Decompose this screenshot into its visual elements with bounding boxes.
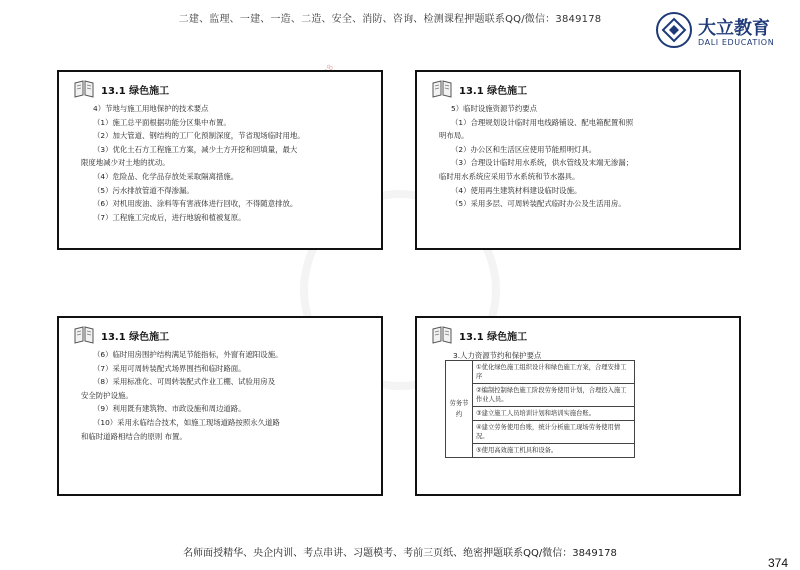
body-line: 4）节地与施工用地保护的技术要点 [93, 104, 209, 113]
table-row [446, 407, 635, 421]
body-line: 明布局。 [439, 131, 469, 141]
table-row [446, 421, 635, 444]
body-line: （7）采用可周转装配式场界围挡和临时路面。 [93, 363, 246, 373]
table-cell: ②编制控制绿色施工阶段劳务使用计划，合理投入施工作业人员。 [473, 384, 635, 407]
body-line: （3）合理设计临时用水系统，供水管线及末端无渗漏； [451, 158, 634, 168]
slide-1 [57, 70, 383, 250]
body-line: （6）临时用房围护结构满足节能指标，外窗有遮阳设施。 [93, 350, 283, 359]
category-cell: 劳务节约 [446, 361, 473, 458]
slide-title: 13.1 绿色施工 [101, 86, 170, 97]
header-banner: 二建、监理、一建、一造、二造、安全、消防、咨询、检测课程押题联系QQ/微信：3849178 [178, 14, 602, 25]
slide-body [439, 102, 729, 211]
body-line: 临时用水系统应采用节水系统和节水器具。 [439, 171, 580, 181]
body-line: 5）临时设施资源节约要点 [451, 104, 538, 113]
body-line: （5）污水排放管道不得渗漏。 [93, 185, 194, 195]
body-line: （8）采用标准化、可周转装配式作业工棚、试验用房及 [93, 377, 276, 387]
book-icon [431, 80, 453, 98]
body-line: 和临时道路相结合的原则 布置。 [81, 431, 187, 441]
slide-4 [415, 316, 741, 496]
table-row [446, 384, 635, 407]
body-line: 限度地减少对土地的扰动。 [81, 158, 170, 168]
body-line: 安全防护设施。 [81, 390, 133, 400]
slide-2 [415, 70, 741, 250]
slide-body [81, 348, 371, 443]
slide-title: 13.1 绿色施工 [459, 86, 528, 97]
slide-body [81, 102, 371, 224]
book-icon [431, 326, 453, 344]
table-cell: ⑤使用高效施工机具和设备。 [473, 444, 635, 458]
slide-3 [57, 316, 383, 496]
table-cell: ③建立施工人员培训计划和培训实施台账。 [473, 407, 635, 421]
labor-saving-table [445, 360, 635, 458]
body-line: （3）优化土石方工程施工方案，减少土方开挖和回填量，最大 [93, 144, 298, 154]
logo-emblem-icon [656, 12, 692, 48]
body-line: （2）加大管道、钢结构的工厂化预制深度，节省现场临时用地。 [93, 131, 305, 141]
dali-education-logo [656, 12, 786, 56]
table-row [446, 444, 635, 458]
table-cell: ④建立劳务使用台账，统计分析施工现场劳务使用情况。 [473, 421, 635, 444]
body-line: （4）危险品、化学品存放处采取隔离措施。 [93, 171, 239, 181]
logo-english-name: DALI EDUCATION [698, 38, 775, 47]
table-cell: ①优化绿色施工组织设计和绿色施工方案，合理安排工序 [473, 361, 635, 384]
slide-title: 13.1 绿色施工 [459, 332, 528, 343]
footer-banner: 名师面授精华、央企内训、考点串讲、习题模考、考前三页纸、绝密押题联系QQ/微信：3849178 [183, 548, 617, 559]
book-icon [73, 80, 95, 98]
body-line: （5）采用多层、可周转装配式临时办公及生活用房。 [451, 199, 626, 209]
body-line: （9）利用既有建筑物、市政设施和周边道路。 [93, 404, 246, 414]
body-line: （10）采用永临结合技术，如施工现场道路按照永久道路 [93, 417, 280, 427]
body-line: （1）合理规划设计临时用电线路铺设、配电箱配置和照 [451, 117, 634, 127]
logo-chinese-name: 大立教育 [698, 18, 770, 39]
table-row [446, 361, 635, 384]
slide-title: 13.1 绿色施工 [101, 332, 170, 343]
body-line: （2）办公区和生活区应使用节能照明灯具。 [451, 144, 597, 154]
body-line: （6）对机用废油、涂料等有害液体进行回收，不得随意排放。 [93, 199, 298, 209]
slide-subtitle: 3.人力资源节约和保护要点 [453, 351, 542, 360]
body-line: （1）施工总平面根据功能分区集中布置。 [93, 117, 231, 127]
body-line: （4）使用再生建筑材料建设临时设施。 [451, 185, 582, 195]
book-icon [73, 326, 95, 344]
page-number: 374 [768, 556, 789, 570]
body-line: （7）工程施工完成后，进行地貌和植被复原。 [93, 212, 246, 222]
